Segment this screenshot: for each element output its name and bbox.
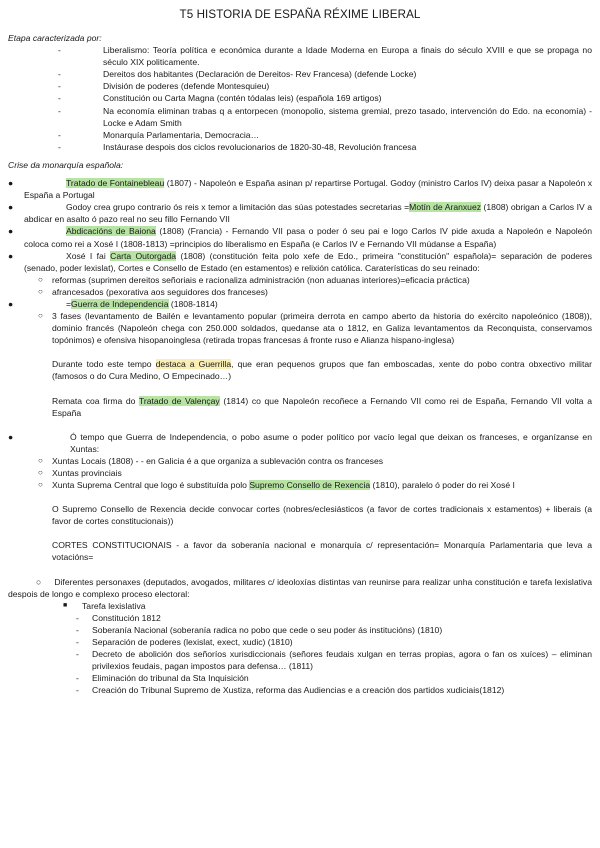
highlight-motin-aranxuez: Motín de Aranxuez: [409, 202, 482, 213]
list-item: - Liberalismo: Teoría política e económica durante a Idade Moderna en Europa a finais do século XVIII e que se propaga no século XIX politicamente.: [8, 44, 592, 68]
circle-bullet-icon: ○: [38, 468, 43, 477]
bullet-motin: ● Godoy crea grupo contrario ós reis x temor a limitación das súas potestades secretarias =Motín de Aranxuez (1808) obrigan a Carlos IV a abdicar en asalto ó pazo real no seu fillo Fernando VII: [8, 202, 592, 225]
paragraph-valencay: Remata coa firma do Tratado de Valençay (1814) co que Napoleón recoñece a Fernando VII como rei de España, Fernando VII volta a España: [52, 395, 592, 418]
highlight-tratado-valencay: Tratado de Valençay: [138, 395, 220, 406]
square-bullet-icon: ■: [63, 601, 68, 609]
circle-item-3-fases: ○ 3 fases (levantamento de Bailén e levantamento popular (primeira derrota en campo aberto da historia do exército napoleónico (1808)), dominio francés (Napoleón chega con 250.000 soldados, quedanse ata o 1812, en Galiza levantamentos da Reconquista, conservamos topónimos) e ofensiva hisopanoinglesa (retirada tropas francesas á fronte ruso e Alianza hispano-inglesa): [38, 311, 592, 346]
list-item: - Separación de poderes (lexislat, exect, xudic) (1810): [76, 637, 293, 648]
circle-bullet-icon: ○: [36, 576, 42, 587]
list-item: - Na economía eliminan trabas q a entorpecen (monopolio, sistema gremial, prezo tasado, intervención do Edo. na economía) - Locke e Adam Smith: [8, 105, 592, 129]
list-item: - Decreto de abolición dos señoríos xurisdiccionais (señores feudais xulgan en terras propias, agora o fan os xuíces) – eliminan privilexios feudais, pagan impostos para defensa… (1811): [76, 649, 592, 672]
circle-bullet-icon: ○: [38, 455, 43, 465]
bullet-icon: ●: [8, 202, 14, 213]
features-list: [8, 44, 592, 153]
bullet-xuntas: ● Ó tempo que Guerra de Independencia, o pobo asume o poder político por vacío legal que deixan os franceses, e organízanse en Xuntas:: [8, 431, 592, 454]
list-item: - Instáurase despois dos ciclos revolucionarios de 1820-30-48, Revolución francesa: [8, 141, 592, 153]
circle-item-reformas: ○ reformas (suprimen dereitos señoriais e racionaliza administración (non aduanas interiores)=eficacia práctica): [38, 274, 470, 285]
bullet-icon: ●: [8, 250, 14, 261]
highlight-carta-outorgada: Carta Outorgada: [110, 250, 177, 261]
circle-bullet-icon: ○: [38, 311, 43, 321]
paragraph-consello-rexencia: O Supremo Consello de Rexencia decide convocar cortes (nobres/eclesiásticos (a favor de cortes tradicionais x estamentos) + liberais (a favor de cortes constitucionais)): [52, 504, 592, 527]
highlight-abdicacions-baiona: Abdicacións de Baiona: [66, 226, 156, 237]
section-heading-etapa: Etapa caracterizada por:: [8, 33, 102, 43]
circle-item-afrancesados: ○ afrancesados (pexorativa aos seguidores dos franceses): [38, 286, 268, 297]
bullet-icon: ●: [8, 298, 14, 309]
bullet-icon: ●: [8, 226, 14, 237]
highlight-tratado-fontainebleau: Tratado de Fontainebleau: [66, 178, 165, 189]
bullet-carta-outorgada: ● Xosé I fai Carta Outorgada (1808) (constitución feita polo xefe de Edo., primeira "constitución" española)= separación de poderes (senado, poder lexislat), Cortes e Consello de Estado (en estamentos) e relixión católica. Caraterísticas do seu reinado:: [8, 250, 593, 273]
circle-item-xunta-suprema: ○ Xunta Suprema Central que logo é substituída polo Supremo Consello de Rexencia (1810), paralelo ó poder do rei Xosé I: [38, 480, 515, 491]
bullet-icon: ●: [8, 178, 14, 189]
bullet-baiona: ● Abdicacións de Baiona (1808) (Francia) - Fernando VII pasa o poder ó seu pai e logo Carlos IV pide axuda a Napoleón e Napoleón coloca como rei a Xosé I (1808-1813) =principios do liberalismo en España (e Carlos IV e Fernando VII múdanse a España): [8, 226, 592, 249]
list-item: - División de poderes (defende Montesquieu): [8, 80, 592, 92]
circle-item-xuntas-provinciais: ○ Xuntas provinciais: [38, 468, 122, 478]
list-item: - Dereitos dos habitantes (Declaración de Dereitos- Rev Francesa) (defende Locke): [8, 68, 592, 80]
bullet-guerra-independencia: ● =Guerra de Independencia (1808-1814): [8, 298, 218, 309]
paragraph-guerrilla: Durante todo este tempo destaca a Guerrilla, que eran pequenos grupos que fan emboscadas, xente do pobo contra obxectivo militar (famosos o do Cura Medino, O Empecinado…): [52, 359, 592, 382]
circle-bullet-icon: ○: [38, 274, 43, 284]
highlight-supremo-consello: Supremo Consello de Rexencia: [249, 480, 371, 491]
list-item: - Monarquía Parlamentaria, Democracia…: [8, 129, 592, 141]
circle-bullet-icon: ○: [38, 480, 43, 490]
list-item: - Creación do Tribunal Supremo de Xustiza, reforma das Audiencias e a creación dos partidos xudiciais(1812): [76, 685, 505, 696]
highlight-guerrilla: destaca a Guerrilla: [155, 359, 232, 370]
list-item: - Eliminación do tribunal da Sta Inquisición: [76, 673, 249, 684]
bullet-fontainebleau: ● Tratado de Fontainebleau (1807) - Napoleón e España asinan p/ repartirse Portugal. Godoy (ministro Carlos IV) deixa pasar a Napoleón x España a Portugal: [8, 178, 592, 201]
list-item: - Soberanía Nacional (soberanía radica no pobo que cede o seu poder ás institucións) (1810): [76, 624, 443, 635]
document-title: T5 HISTORIA DE ESPAÑA RÉXIME LIBERAL: [179, 8, 421, 21]
circle-bullet-icon: ○: [38, 286, 43, 296]
list-item: - Constitución ou Carta Magna (contén tódalas leis) (española 169 artigos): [8, 92, 592, 104]
bullet-icon: ●: [8, 431, 14, 442]
list-item: - Constitución 1812: [76, 612, 161, 623]
circle-item-diferentes-personaxes: ○ Diferentes personaxes (deputados, avogados, militares c/ ideoloxías distintas van reunirse para realizar unha constitución e tarefa lexislativa despois de longo e complexo proceso electoral:: [8, 576, 592, 599]
circle-item-xuntas-locais: ○ Xuntas Locais (1808) - - en Galicia é a que organiza a sublevación contra os franceses: [38, 455, 384, 466]
paragraph-cortes-constitucionais: CORTES CONSTITUCIONAIS - a favor da soberanía nacional e monarquía c/ representación= Monarquía Parlamentaria que leva a votacións=: [52, 540, 592, 563]
highlight-guerra-independencia: Guerra de Independencia: [71, 298, 169, 309]
section-heading-crise: Crise da monarquía española:: [8, 159, 124, 170]
square-item-tarefa: ■ Tarefa lexislativa: [63, 600, 146, 611]
